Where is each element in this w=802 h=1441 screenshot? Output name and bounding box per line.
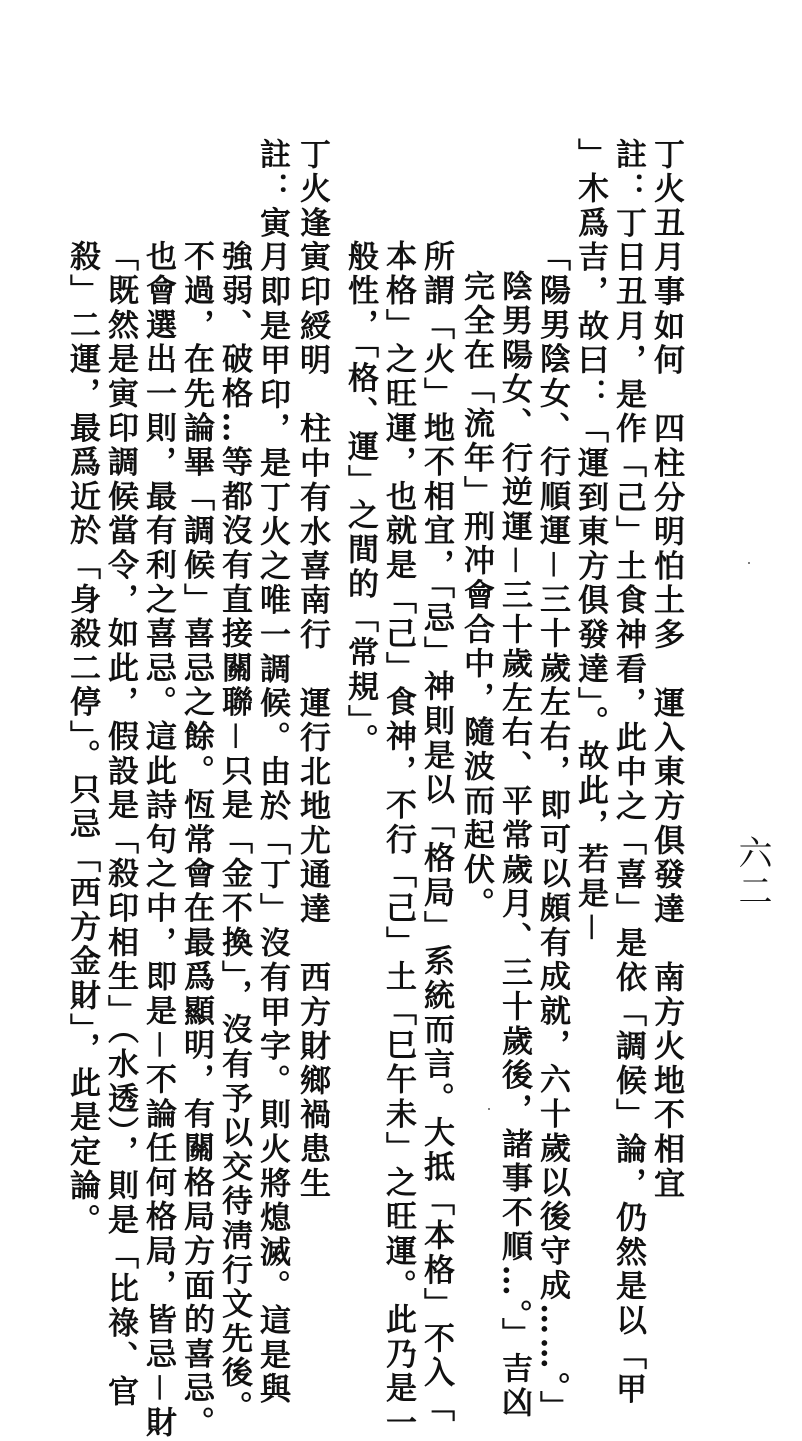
scan-speck	[488, 1108, 490, 1110]
scan-speck	[748, 562, 750, 564]
commentary-line: 「陽男陰女、行順運－三十歲左右，即可以頗有成就，六十歲以後守成……。」	[534, 240, 570, 1425]
commentary-line: 殺」二運，最爲近於「身殺二停」。只忌「西方金財」，此是定論。	[64, 240, 100, 1238]
poem-line-2: 丁火逢寅印綬明 柱中有水喜南行 運行北地尤通達 西方財鄉禍患生	[294, 138, 330, 1202]
commentary-line: 完全在「流年」刑冲會合中，隨波而起伏。	[458, 270, 494, 922]
commentary-line: 「既然是寅印調候當令，如此，假設是「殺印相生」（水透），則是「比祿、官	[102, 240, 138, 1410]
page-number: 六二	[732, 835, 772, 911]
commentary-line: 註：丁日丑月，是作「己」土食神看，此中之「喜」是依「調候」論，仍然是以「甲	[610, 138, 646, 1408]
commentary-line: 也會選出一則，最有利之喜忌。這此詩句之中，即是－不論任何格局，皆忌－財	[140, 240, 176, 1441]
poem-line-1: 丁火丑月事如何 四柱分明怕土多 運入東方俱發達 南方火地不相宜	[648, 138, 684, 1202]
commentary-line: 強弱、破格…等都沒有直接關聯－只是「金不換」，沒有予以交待淸行文先後。	[216, 240, 252, 1425]
commentary-line: 不過，在先論畢「調候」喜忌之餘。恆常會在最爲顯明，有關格局方面的喜忌。	[178, 240, 214, 1441]
commentary-line: 所謂「火」地不相宜，「忌」神則是以「格局」系統而言。大抵「本格」不入「	[418, 240, 454, 1425]
commentary-line: 陰男陽女、行逆運－三十歲左右、平常歲月、三十歲後，諸事不順…。」吉凶	[496, 270, 532, 1421]
commentary-line: 般性，「格、運」之間的「常規」。	[342, 240, 378, 758]
commentary-line: 本格」之旺運，也就是「己」食神，不行「己」土「巳午未」之旺運。此乃是一	[380, 240, 416, 1441]
commentary-line: 」木爲吉，故曰：「運到東方俱發達」。故此，若是－	[572, 138, 608, 946]
commentary-line: 註：寅月即是甲印，是丁火之唯一調候。由於「丁」沒有甲字。則火將熄滅。這是與	[254, 138, 290, 1408]
